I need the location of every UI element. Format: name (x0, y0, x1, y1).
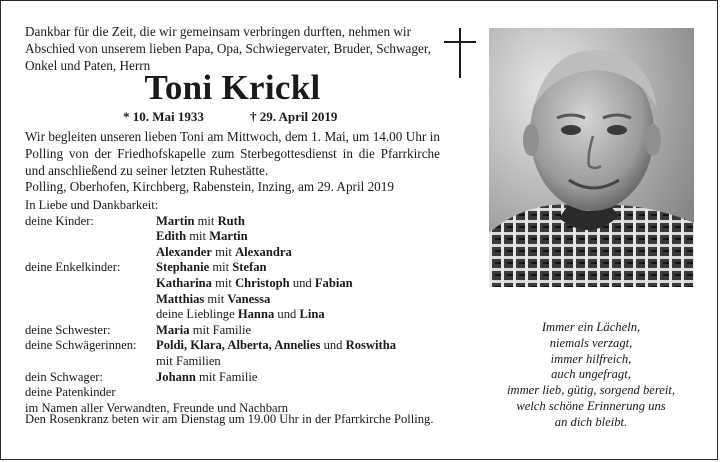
relation-label: dein Schwager: (25, 369, 103, 384)
poem-line: immer lieb, gütig, sorgend bereit, (506, 383, 675, 398)
mourner-line: Johann mit Familie (156, 369, 258, 384)
mourner-line: Edith mit Martin (156, 229, 248, 244)
sisters-in-law-group (25, 338, 465, 369)
funeral-text: Wir begleiten unseren lieben Toni am Mittwoch, dem 1. Mai, um 14.00 Uhr in Polling von der Friedhofskapelle zum Sterbegottesdienst in die Pfarrkirche und anschließend zu seiner letzten Ruhestätte. (25, 129, 440, 178)
mourner-line: deine Lieblinge Hanna und Lina (156, 307, 325, 322)
mourners-list (25, 198, 465, 416)
children-group (25, 214, 465, 261)
mourner-line: Katharina mit Christoph und Fabian (156, 275, 353, 290)
mourner-line: mit Familien (156, 353, 221, 368)
birth-date: * 10. Mai 1933 (123, 109, 204, 124)
deceased-name: Toni Krickl (144, 68, 321, 107)
grandchildren-group (25, 260, 465, 322)
intro-text: Dankbar für die Zeit, die wir gemeinsam verbringen durften, nehmen wir Abschied von unserem lieben Papa, Opa, Schwiegervater, Bruder, Schwager, Onkel und Paten, Herrn (25, 24, 431, 73)
portrait-photo-image (489, 28, 694, 287)
relation-label: deine Kinder: (25, 213, 94, 228)
poem-line: an dich bleibt. (554, 414, 628, 429)
poem-line: auch ungefragt, (551, 367, 631, 382)
place-date: Polling, Oberhofen, Kirchberg, Rabenstein, Inzing, am 29. April 2019 (25, 179, 394, 194)
mourner-line: Martin mit Ruth (156, 213, 245, 228)
poem-line: immer hilfreich, (550, 351, 632, 366)
mourner-line: Maria mit Familie (156, 322, 252, 337)
relation-label: deine Enkelkinder: (25, 260, 121, 275)
others-line: im Namen aller Verwandten, Freunde und Nachbarn (25, 400, 289, 415)
cross-icon (442, 28, 478, 78)
portrait-photo (489, 28, 694, 287)
poem (471, 320, 711, 431)
relation-label: deine Schwester: (25, 322, 111, 337)
mourner-line: Stephanie mit Stefan (156, 260, 267, 275)
sister-group (25, 323, 465, 339)
poem-line: welch schöne Erinnerung uns (516, 398, 666, 413)
mourner-line: Poldi, Klara, Alberta, Annelies und Roswitha (156, 338, 396, 353)
mourners-heading: In Liebe und Dankbarkeit: (25, 198, 159, 212)
death-date: † 29. April 2019 (250, 109, 338, 124)
mourner-line: Alexander mit Alexandra (156, 244, 292, 259)
brother-in-law-group (25, 370, 465, 386)
poem-line: Immer ein Lächeln, (541, 320, 641, 334)
mourner-line: Matthias mit Vanessa (156, 291, 271, 306)
rosary-text: Den Rosenkranz beten wir am Dienstag um 19.00 Uhr in der Pfarrkirche Polling. (25, 412, 434, 426)
godchildren-line: deine Patenkinder (25, 385, 116, 400)
poem-line: niemals verzagt, (549, 335, 633, 350)
relation-label: deine Schwägerinnen: (25, 338, 137, 353)
